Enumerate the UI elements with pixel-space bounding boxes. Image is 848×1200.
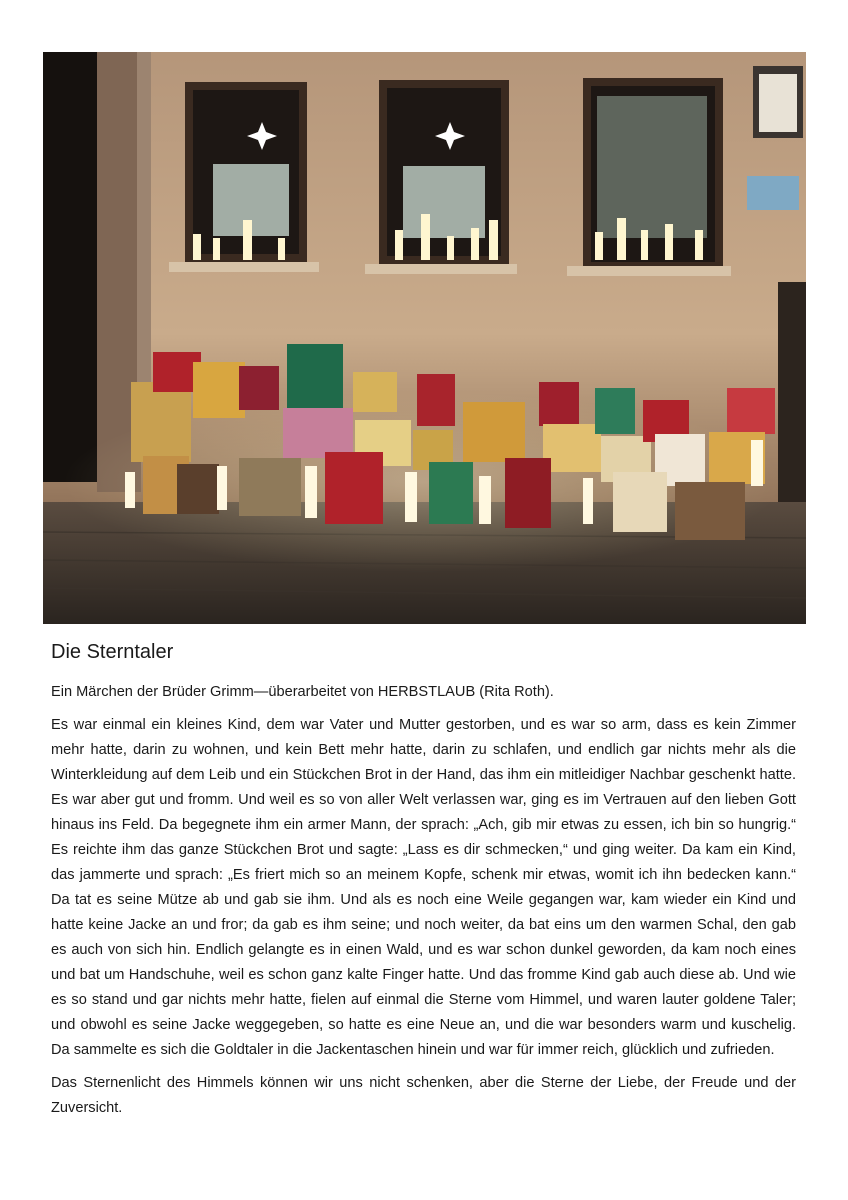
story-paragraph: Es war einmal ein kleines Kind, dem war Vater und Mutter gestorben, und es war so arm, dass es kein Zimmer mehr hatte, darin zu wohnen, und kein Bett mehr hatte, darin zu schlafen, und endlich gar nichts mehr als die Winterkleidung auf dem Leib und ein Stückchen Brot in der Hand, das ihm ein mitleidiger Nachbar geschenkt hatte. Es war aber gut und fromm. Und weil es so von aller Welt verlassen war, ging es im Vertrauen auf den lieben Gott hinaus ins Feld. Da begegnete ihm ein armer Mann, der sprach: „Ach, gib mir etwas zu essen, ich bin so hungrig.“ Es reichte ihm das ganze Stückchen Brot und sagte: „Lass es dir schmecken,“ und ging weiter. Da kam ein Kind, das jammerte und sprach: „Es friert mich so an meinem Kopfe, schenk mir etwas, womit ich ihn bedecken kann.“ Da tat es seine Mütze ab und gab sie ihm. Und als es noch eine Weile gegangen war, kam wieder ein Kind und hatte keine Jacke an und fror; da gab es ihm seine; und noch weiter, da bat eins um den warmen Schal, den gab es auch von sich hin. Endlich gelangte es in einen Wald, und es war schon dunkel geworden, da kam noch eines und bat um Handschuhe, weil es schon ganz kalte Finger hatte. Und das fromme Kind gab auch diese ab. Und wie es so stand und gar nichts mehr hatte, fielen auf einmal die Sterne vom Himmel, und waren lauter goldene Taler; und obwohl es seine Jacke weggegeben, so hatte es eine Neue an, und die war besonders warm und kuschelig. Da sammelte es sich die Goldtaler in die Jackentaschen hinein und war für immer reich, glücklich und zufrieden. — [51, 717, 796, 1058]
document-title: Die Sterntaler — [51, 641, 174, 663]
document-text — [51, 638, 796, 1129]
christmas-gifts-photo — [43, 52, 806, 624]
window-right — [567, 78, 731, 276]
closing-paragraph: Das Sternenlicht des Himmels können wir uns nicht schenken, aber die Sterne der Liebe, der Freude und der Zuversicht. — [51, 1075, 796, 1116]
document-subtitle: Ein Märchen der Brüder Grimm—überarbeitet von HERBSTLAUB (Rita Roth). — [51, 684, 554, 700]
